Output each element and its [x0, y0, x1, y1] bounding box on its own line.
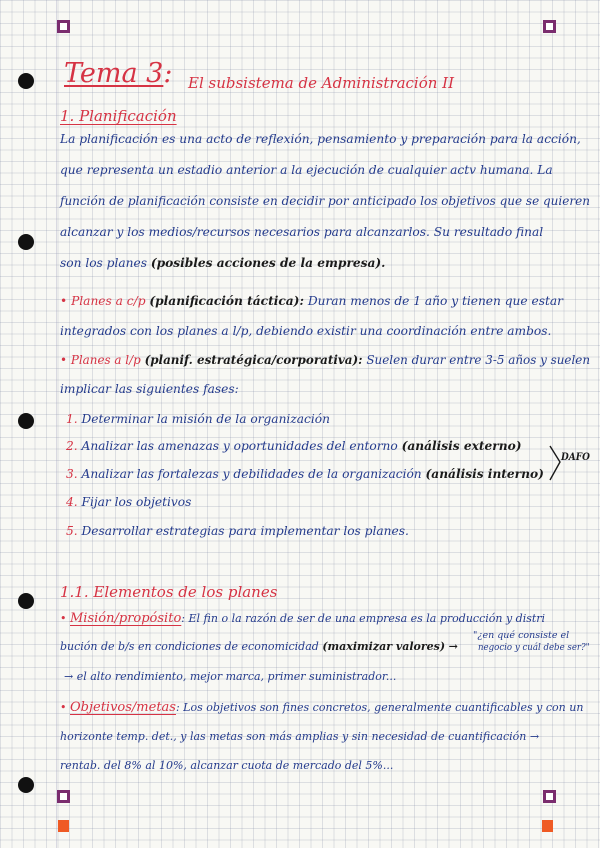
bullet-lp-label: Planes a l/p [70, 353, 141, 367]
bullet-planes-lp [60, 353, 590, 367]
bullet-dot: • [60, 294, 68, 308]
paragraph-line: La planificación es una acto de reflexión, pensamiento y preparación para la acción, [60, 132, 581, 146]
phase-number: 2. [66, 439, 78, 453]
orange-marker [58, 820, 69, 832]
phase-item [66, 439, 521, 453]
phase-text: Analizar las amenazas y oportunidades del entorno [81, 439, 398, 453]
page-title [64, 58, 172, 89]
mision-line-2 [60, 640, 458, 653]
paragraph-line: función de planificación consiste en decidir por anticipado los objetivos que se quieren [60, 194, 590, 208]
phase-item [66, 524, 409, 538]
phase-note: (análisis interno) [425, 467, 544, 481]
bullet-objetivos [60, 700, 583, 715]
paragraph-tail: (posibles acciones de la empresa). [150, 256, 386, 270]
punch-hole [18, 413, 34, 429]
mision-text: : El fin o la razón de ser de una empresa es la producción y distri [181, 612, 546, 625]
mision-side-note: negocio y cuál debe ser?" [478, 643, 590, 653]
mision-text-2: bución de b/s en condiciones de economicidad [60, 640, 319, 653]
objetivos-examples: rentab. del 8% al 10%, alcanzar cuota de mercado del 5%... [60, 759, 394, 772]
dafo-label: DAFO [561, 451, 590, 463]
paragraph-line: que representa un estadio anterior a la ejecución de cualquier actv humana. La [60, 163, 553, 177]
phase-item [66, 412, 330, 426]
title-subject: El subsistema de Administración II [188, 74, 455, 92]
margin-line [56, 0, 57, 848]
section-heading-elementos: 1.1. Elementos de los planes [60, 583, 278, 601]
bullet-cp-paren: (planificación táctica): [149, 294, 304, 308]
paragraph-line: alcanzar y los medios/recursos necesarios para alcanzarlos. Su resultado final [60, 225, 544, 239]
phase-number: 5. [66, 524, 78, 538]
phase-text: Desarrollar estrategias para implementar los planes. [81, 524, 409, 538]
bullet-cp-label: Planes a c/p [71, 294, 146, 308]
bullet-dot: • [60, 701, 67, 714]
bullet-lp-paren: (planif. estratégica/corporativa): [144, 353, 363, 367]
bullet-lp-text: Suelen durar entre 3-5 años y suelen [366, 353, 591, 367]
corner-mark-bottom-left [57, 790, 70, 803]
bullet-planes-cp [60, 294, 563, 308]
phase-item [66, 495, 191, 509]
phase-text: Fijar los objetivos [81, 495, 192, 509]
mision-side-note: "¿en qué consiste el [473, 630, 570, 641]
phase-text: Determinar la misión de la organización [81, 412, 330, 426]
bullet-lp-text-cont: implicar las siguientes fases: [60, 382, 239, 396]
paragraph-line: son los planes [60, 256, 147, 270]
objetivos-line-2: horizonte temp. det., y las metas son más amplias y sin necesidad de cuantificación → [60, 730, 540, 743]
objetivos-label: Objetivos/metas [70, 700, 176, 715]
section-heading-planificacion: 1. Planificación [60, 107, 177, 125]
bullet-dot: • [60, 353, 68, 367]
phase-note: (análisis externo) [401, 439, 522, 453]
bullet-mision [60, 611, 545, 626]
objetivos-text: : Los objetivos son fines concretos, generalmente cuantificables y con un [175, 701, 584, 714]
mision-highlight: (maximizar valores) [322, 640, 446, 653]
dafo-brace [548, 444, 564, 484]
phase-number: 1. [66, 412, 78, 426]
corner-mark-bottom-right [543, 790, 556, 803]
bullet-cp-text-cont: integrados con los planes a l/p, debiendo existir una coordinación entre ambos. [60, 324, 552, 338]
corner-mark-top-left [57, 20, 70, 33]
bullet-cp-text: Duran menos de 1 año y tienen que estar [307, 294, 563, 308]
punch-hole [18, 73, 34, 89]
phase-number: 4. [66, 495, 78, 509]
arrow-icon: → [448, 640, 458, 653]
bullet-dot: • [60, 612, 67, 625]
phase-item [66, 467, 544, 481]
punch-hole [18, 234, 34, 250]
punch-hole [18, 593, 34, 609]
punch-hole [18, 777, 34, 793]
corner-mark-top-right [543, 20, 556, 33]
paragraph-line-last [60, 256, 385, 270]
title-colon: : [163, 58, 173, 89]
phase-number: 3. [66, 467, 78, 481]
orange-marker [542, 820, 553, 832]
phase-text: Analizar las fortalezas y debilidades de la organización [81, 467, 422, 481]
mision-label: Misión/propósito [70, 611, 182, 626]
title-tema: Tema 3 [64, 58, 164, 89]
mision-examples: → el alto rendimiento, mejor marca, primer suministrador... [64, 670, 397, 683]
